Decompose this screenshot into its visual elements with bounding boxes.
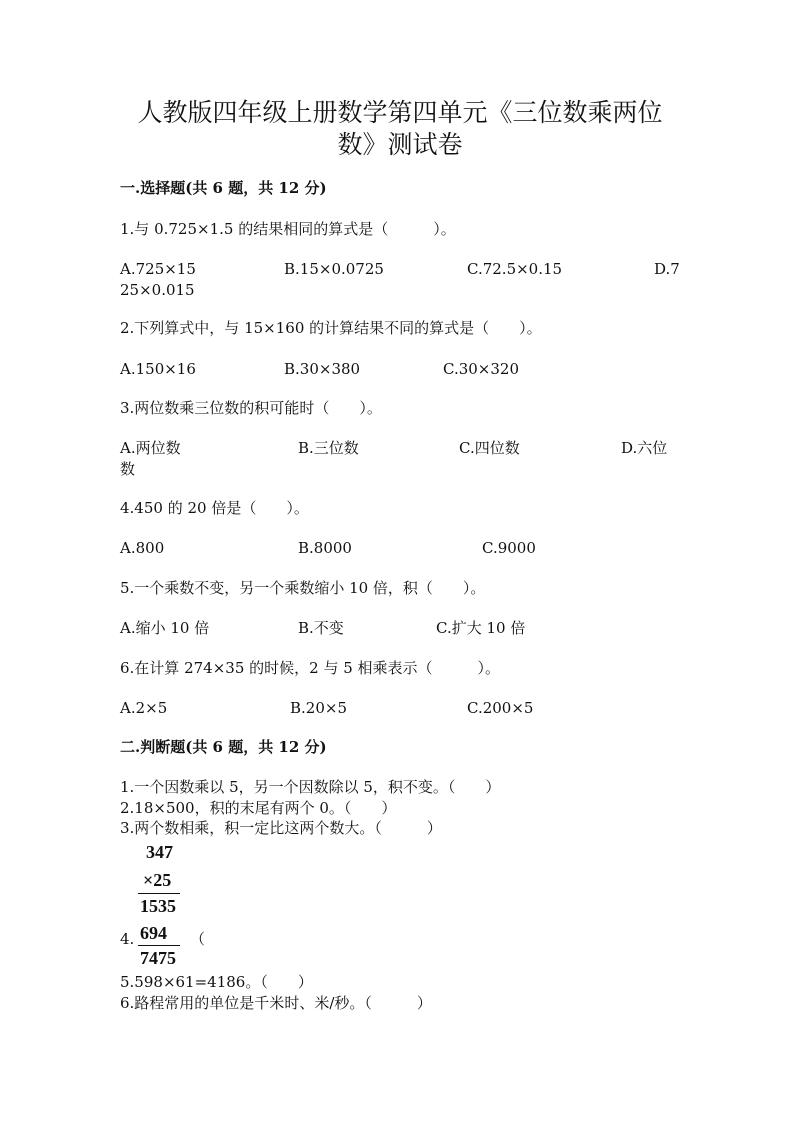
judgement-question-3: 3.两个数相乘，积一定比这两个数大。（ ） [120,819,442,837]
option-6b: B.20×5 [290,699,347,717]
option-3b: B.三位数 [298,439,359,457]
calc-rule-2 [138,945,180,946]
option-3a: A.两位数 [120,439,181,457]
choice-question-1: 1.与 0.725×1.5 的结果相同的算式是（ ）。 [120,220,456,238]
judgement-question-4-number: 4. [120,930,135,948]
option-6a: A.2×5 [120,699,168,717]
option-3c: C.四位数 [459,439,520,457]
calc-rule-1 [138,893,180,894]
title-line-1: 人教版四年级上册数学第四单元《三位数乘两位 [137,98,663,127]
option-2b: B.30×380 [284,360,361,378]
option-4c: C.9000 [482,539,536,557]
option-3d-wrap: 数 [120,460,136,478]
section-heading-judgement: 二.判断题(共 6 题，共 12 分) [120,738,327,756]
option-3d: D.六位 [621,439,668,457]
judgement-question-5: 5.598×61=4186。（ ） [120,973,313,991]
calc-result: 7475 [140,948,176,968]
calc-multiplicand: 347 [146,842,173,862]
option-5a: A.缩小 10 倍 [120,619,210,637]
judgement-question-1: 1.一个因数乘以 5，另一个因数除以 5，积不变。（ ） [120,778,501,796]
option-6c: C.200×5 [467,699,534,717]
calc-partial-1: 1535 [140,896,176,916]
option-1a: A.725×15 [120,260,196,278]
option-4b: B.8000 [298,539,352,557]
choice-question-3: 3.两位数乘三位数的积可能时（ ）。 [120,399,382,417]
option-2c: C.30×320 [443,360,519,378]
option-5b: B.不变 [298,619,344,637]
calc-multiplier: ×25 [143,870,172,890]
judgement-question-4-paren: （ [190,930,206,948]
option-2a: A.150×16 [120,360,196,378]
choice-question-4: 4.450 的 20 倍是（ ）。 [120,499,309,517]
judgement-question-2: 2.18×500，积的末尾有两个 0。（ ） [120,799,397,817]
judgement-question-6: 6.路程常用的单位是千米时、米/秒。（ ） [120,994,432,1012]
option-1d: D.7 [654,260,680,278]
choice-question-5: 5.一个乘数不变，另一个乘数缩小 10 倍，积（ ）。 [120,579,486,597]
title-line-2: 数》测试卷 [337,130,463,159]
option-1d-wrap: 25×0.015 [120,281,195,299]
choice-question-6: 6.在计算 274×35 的时候，2 与 5 相乘表示（ ）。 [120,659,501,677]
calc-partial-2: 694 [140,923,167,943]
option-1c: C.72.5×0.15 [467,260,563,278]
section-heading-choice: 一.选择题(共 6 题，共 12 分) [120,179,327,197]
option-5c: C.扩大 10 倍 [436,619,526,637]
choice-question-2: 2.下列算式中，与 15×160 的计算结果不同的算式是（ ）。 [120,319,542,337]
option-4a: A.800 [120,539,165,557]
option-1b: B.15×0.0725 [284,260,384,278]
